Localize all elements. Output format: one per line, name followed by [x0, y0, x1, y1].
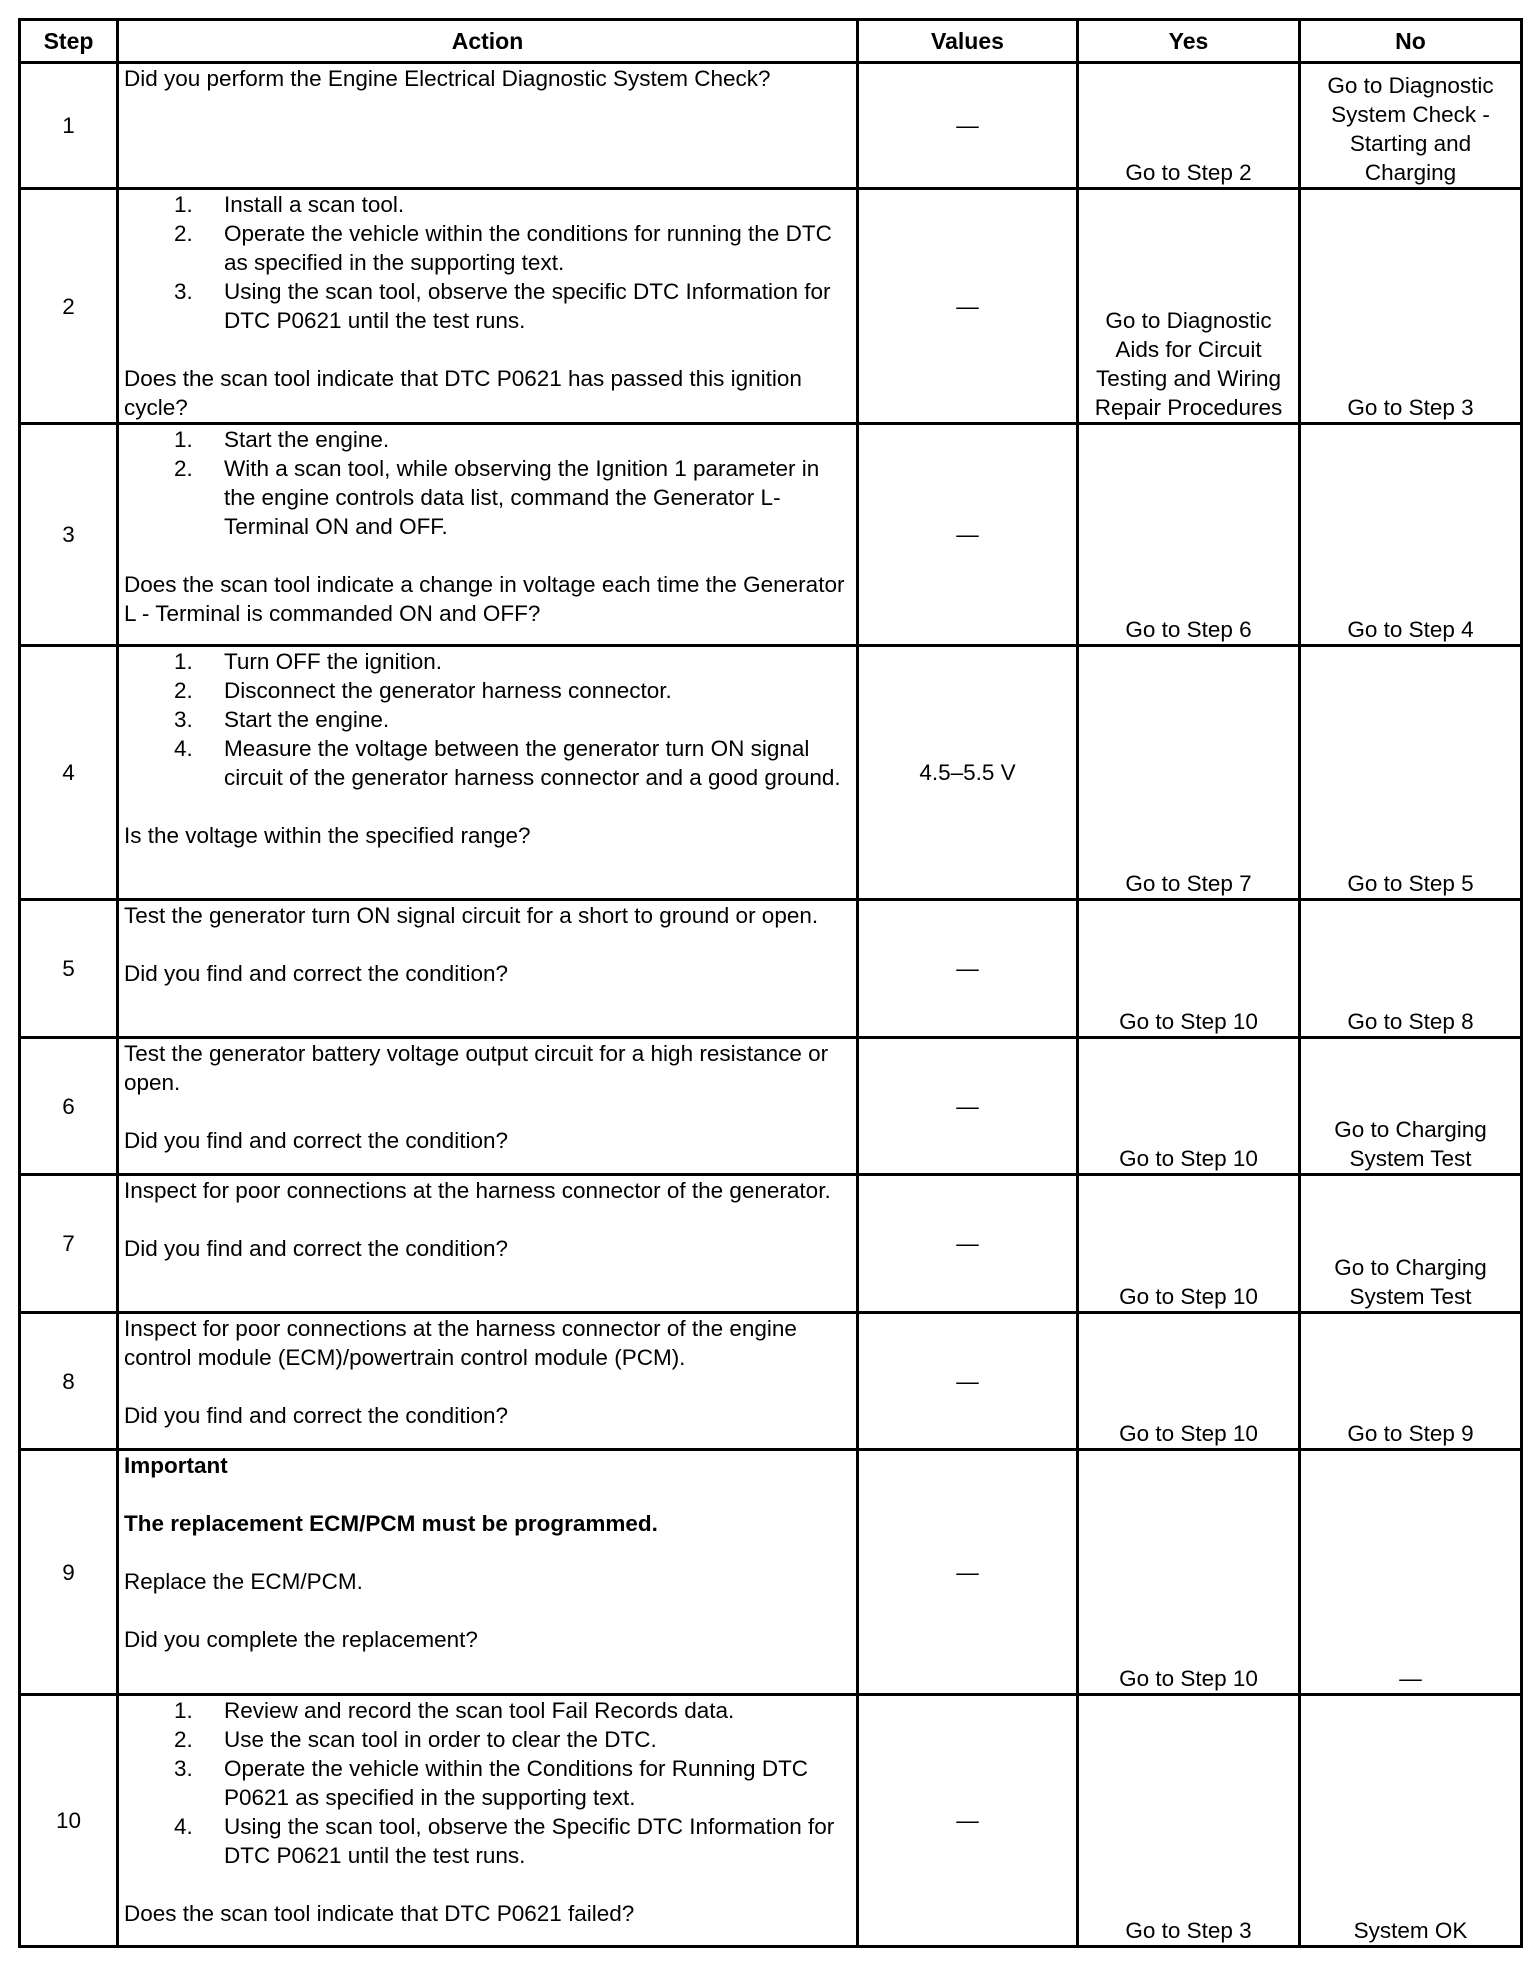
action-text: Test the generator turn ON signal circuit for a short to ground or open. — [124, 903, 819, 928]
action-text: Test the generator battery voltage output circuit for a high resistance or open. — [124, 1041, 829, 1095]
action-question: Did you find and correct the condition? — [124, 1403, 508, 1428]
no-cell: Go to Step 9 — [1300, 1313, 1522, 1450]
action-text: Inspect for poor connections at the harness connector of the engine control module (ECM)/powertrain control module (PCM). — [124, 1316, 797, 1370]
action-steps — [124, 190, 851, 335]
action-steps — [124, 1696, 851, 1870]
action-question: Is the voltage within the specified range? — [124, 823, 531, 848]
value-cell: — — [858, 1038, 1078, 1175]
important-label: Important — [124, 1453, 228, 1478]
diagnostic-table — [18, 18, 1523, 1948]
action-cell — [118, 1175, 858, 1313]
no-cell: Go to Step 8 — [1300, 900, 1522, 1038]
yes-cell: Go to Diagnostic Aids for Circuit Testing and Wiring Repair Procedures — [1078, 189, 1300, 424]
table-row — [20, 1695, 1522, 1947]
no-cell: Go to Charging System Test — [1300, 1175, 1522, 1313]
no-cell: System OK — [1300, 1695, 1522, 1947]
value-cell: — — [858, 189, 1078, 424]
step-number: 1 — [20, 63, 118, 189]
table-row — [20, 189, 1522, 424]
value-cell: — — [858, 1450, 1078, 1695]
step-number: 5 — [20, 900, 118, 1038]
step-number: 10 — [20, 1695, 118, 1947]
yes-cell: Go to Step 10 — [1078, 1450, 1300, 1695]
action-question: Did you find and correct the condition? — [124, 961, 508, 986]
table-row — [20, 900, 1522, 1038]
action-question: Did you find and correct the condition? — [124, 1128, 508, 1153]
action-cell — [118, 63, 858, 189]
action-question: Did you complete the replacement? — [124, 1627, 478, 1652]
header-values: Values — [858, 20, 1078, 63]
action-cell — [118, 1695, 858, 1947]
value-cell: — — [858, 1313, 1078, 1450]
no-cell: — — [1300, 1450, 1522, 1695]
yes-cell: Go to Step 6 — [1078, 424, 1300, 646]
action-question: Does the scan tool indicate that DTC P0621 has passed this ignition cycle? — [124, 366, 802, 420]
list-item: 1. Install a scan tool. — [174, 192, 405, 217]
table-row — [20, 1175, 1522, 1313]
table-row — [20, 646, 1522, 900]
table-row — [20, 424, 1522, 646]
table-row — [20, 63, 1522, 189]
no-cell: Go to Charging System Test — [1300, 1038, 1522, 1175]
header-action: Action — [118, 20, 858, 63]
table-row — [20, 1450, 1522, 1695]
action-cell — [118, 900, 858, 1038]
list-item: 4. Measure the voltage between the generator turn ON signal circuit of the generator harness connector and a good ground. — [174, 736, 841, 790]
step-number: 7 — [20, 1175, 118, 1313]
action-cell — [118, 189, 858, 424]
value-cell: — — [858, 63, 1078, 189]
value-cell: — — [858, 1695, 1078, 1947]
list-item: 4. Using the scan tool, observe the Specific DTC Information for DTC P0621 until the test runs. — [174, 1814, 835, 1868]
action-cell — [118, 1038, 858, 1175]
header-row — [20, 20, 1522, 63]
action-cell — [118, 1313, 858, 1450]
action-question: Did you find and correct the condition? — [124, 1236, 508, 1261]
yes-cell: Go to Step 10 — [1078, 1313, 1300, 1450]
action-steps — [124, 425, 851, 541]
yes-cell: Go to Step 3 — [1078, 1695, 1300, 1947]
no-cell: Go to Diagnostic System Check - Starting and Charging — [1300, 63, 1522, 189]
list-item: 3. Using the scan tool, observe the specific DTC Information for DTC P0621 until the test runs. — [174, 279, 831, 333]
table-row — [20, 1313, 1522, 1450]
header-yes: Yes — [1078, 20, 1300, 63]
yes-cell: Go to Step 10 — [1078, 900, 1300, 1038]
list-item: 2. Use the scan tool in order to clear the DTC. — [174, 1727, 657, 1752]
important-text: The replacement ECM/PCM must be programmed. — [124, 1511, 658, 1536]
step-number: 4 — [20, 646, 118, 900]
value-cell: 4.5–5.5 V — [858, 646, 1078, 900]
action-cell — [118, 646, 858, 900]
action-steps — [124, 647, 851, 792]
step-number: 3 — [20, 424, 118, 646]
yes-cell: Go to Step 2 — [1078, 63, 1300, 189]
value-cell: — — [858, 900, 1078, 1038]
list-item: 2. With a scan tool, while observing the Ignition 1 parameter in the engine controls data list, command the Generator L-Terminal ON and OFF. — [174, 456, 820, 539]
step-number: 9 — [20, 1450, 118, 1695]
action-question: Does the scan tool indicate that DTC P0621 failed? — [124, 1901, 635, 1926]
list-item: 2. Disconnect the generator harness connector. — [174, 678, 672, 703]
step-number: 6 — [20, 1038, 118, 1175]
list-item: 3. Start the engine. — [174, 707, 390, 732]
value-cell: — — [858, 424, 1078, 646]
action-text: Replace the ECM/PCM. — [124, 1569, 363, 1594]
step-number: 2 — [20, 189, 118, 424]
no-cell: Go to Step 3 — [1300, 189, 1522, 424]
action-question: Does the scan tool indicate a change in voltage each time the Generator L - Terminal is commanded ON and OFF? — [124, 572, 845, 626]
action-text: Did you perform the Engine Electrical Diagnostic System Check? — [124, 66, 771, 91]
header-step: Step — [20, 20, 118, 63]
list-item: 1. Start the engine. — [174, 427, 390, 452]
yes-cell: Go to Step 7 — [1078, 646, 1300, 900]
list-item: 1. Turn OFF the ignition. — [174, 649, 443, 674]
list-item: 2. Operate the vehicle within the conditions for running the DTC as specified in the supporting text. — [174, 221, 832, 275]
list-item: 1. Review and record the scan tool Fail Records data. — [174, 1698, 735, 1723]
list-item: 3. Operate the vehicle within the Conditions for Running DTC P0621 as specified in the supporting text. — [174, 1756, 809, 1810]
step-number: 8 — [20, 1313, 118, 1450]
action-cell — [118, 1450, 858, 1695]
value-cell: — — [858, 1175, 1078, 1313]
action-cell — [118, 424, 858, 646]
no-cell: Go to Step 5 — [1300, 646, 1522, 900]
yes-cell: Go to Step 10 — [1078, 1038, 1300, 1175]
no-cell: Go to Step 4 — [1300, 424, 1522, 646]
header-no: No — [1300, 20, 1522, 63]
yes-cell: Go to Step 10 — [1078, 1175, 1300, 1313]
table-row — [20, 1038, 1522, 1175]
action-text: Inspect for poor connections at the harness connector of the generator. — [124, 1178, 831, 1203]
